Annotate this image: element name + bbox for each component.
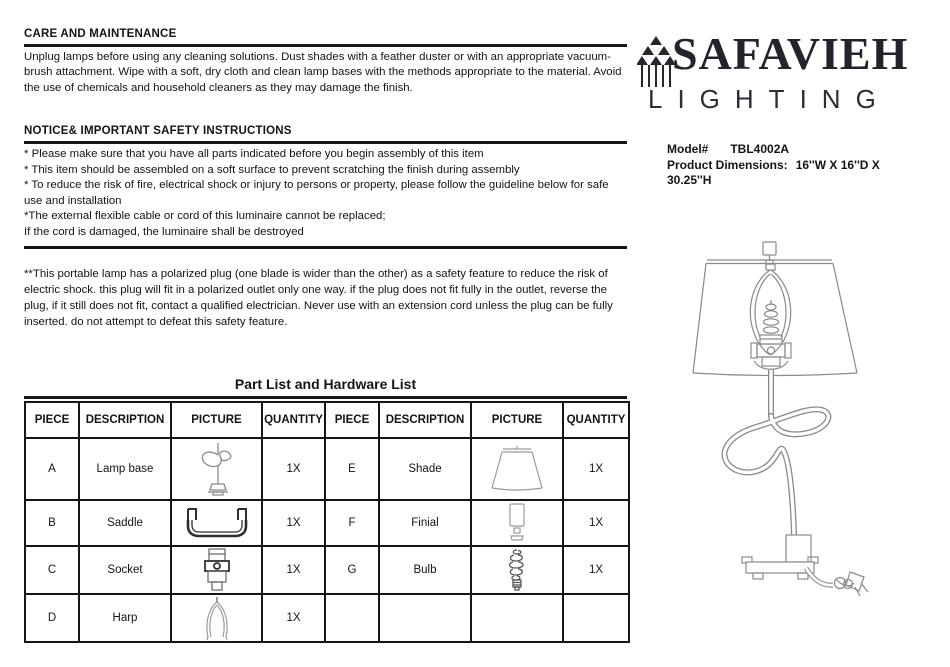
quantity-cell: 1X <box>563 438 629 500</box>
dimensions-line <box>667 158 907 189</box>
picture-cell <box>471 500 563 546</box>
piece-cell: F <box>325 500 379 546</box>
table-header-row <box>25 402 629 438</box>
piece-cell: D <box>25 594 79 642</box>
quantity-cell: 1X <box>262 546 325 594</box>
model-number: TBL4002A <box>730 142 790 156</box>
piece-cell-empty <box>325 594 379 642</box>
notice-line: If the cord is damaged, the luminaire shall be destroyed <box>24 225 304 238</box>
section-divider <box>24 246 627 249</box>
quantity-cell: 1X <box>262 438 325 500</box>
description-cell-empty <box>379 594 471 642</box>
col-header-description: DESCRIPTION <box>379 402 471 438</box>
col-header-picture: PICTURE <box>171 402 262 438</box>
main-content-column <box>24 28 627 643</box>
harp-icon <box>203 595 231 641</box>
picture-cell <box>171 546 262 594</box>
product-info <box>667 142 907 189</box>
notice-lines <box>24 147 627 240</box>
quantity-cell: 1X <box>563 500 629 546</box>
table-row <box>25 438 629 500</box>
dimensions-label: Product Dimensions: <box>667 157 788 172</box>
table-row <box>25 594 629 642</box>
picture-cell <box>471 546 563 594</box>
col-header-quantity: QUANTITY <box>262 402 325 438</box>
polarized-plug-warning: **This portable lamp has a polarized plug (one blade is wider than the other) as a safety feature to reduce the risk of electric shock. this plug will fit in a polarized outlet only one way. if the plug does not fit fully in the outlet, reverse the plug, if it still does not fit, contact a qualified electrician. Never use with an extension cord unless the plug can be fully inserted. do not attempt to defeat this safety feature. <box>24 268 613 329</box>
lamp-base-icon <box>194 440 240 498</box>
piece-cell: B <box>25 500 79 546</box>
piece-cell: C <box>25 546 79 594</box>
table-top-rule <box>24 396 627 399</box>
description-cell: Socket <box>79 546 171 594</box>
quantity-cell-empty <box>563 594 629 642</box>
care-body-text: Unplug lamps before using any cleaning solutions. Dust shades with a feather duster or with an appropriate vacuum-brush attachment. Wipe with a soft, dry cloth and clean lamp bases with the methods appropriate to the material. Avoid the use of chemicals and household cleaners as they may damage the finish. <box>24 51 622 94</box>
description-cell: Saddle <box>79 500 171 546</box>
col-header-quantity: QUANTITY <box>563 402 629 438</box>
picture-cell <box>471 438 563 500</box>
description-cell: Lamp base <box>79 438 171 500</box>
saddle-icon <box>181 506 253 540</box>
description-cell: Bulb <box>379 546 471 594</box>
parts-table <box>24 401 630 643</box>
parts-table-title: Part List and Hardware List <box>234 376 417 393</box>
brand-name: SAFAVIEH <box>672 28 909 79</box>
picture-cell-empty <box>471 594 563 642</box>
brand-division: LIGHTING <box>648 84 891 114</box>
quantity-cell: 1X <box>262 594 325 642</box>
piece-cell: G <box>325 546 379 594</box>
picture-cell <box>171 594 262 642</box>
notice-line: * Please make sure that you have all parts indicated before you begin assembly of this item <box>24 148 484 161</box>
piece-cell: E <box>325 438 379 500</box>
col-header-picture: PICTURE <box>471 402 563 438</box>
notice-line: * To reduce the risk of fire, electrical shock or injury to persons or property, please follow the guideline below for safe use and installation <box>24 179 609 207</box>
dimensions-value: 16''W X 16''D X 30.25''H <box>667 157 880 187</box>
picture-cell <box>171 500 262 546</box>
table-lamp-line-drawing <box>690 236 910 598</box>
section-divider <box>24 141 627 144</box>
model-line <box>667 142 907 158</box>
care-heading: CARE AND MAINTENANCE <box>24 28 177 40</box>
picture-cell <box>171 438 262 500</box>
shade-icon <box>487 444 547 494</box>
notice-section <box>24 125 627 249</box>
finial-icon <box>505 502 529 544</box>
col-header-description: DESCRIPTION <box>79 402 171 438</box>
piece-cell: A <box>25 438 79 500</box>
section-divider <box>24 44 627 47</box>
col-header-piece: PIECE <box>25 402 79 438</box>
description-cell: Finial <box>379 500 471 546</box>
cfl-bulb-icon <box>504 547 530 593</box>
description-cell: Shade <box>379 438 471 500</box>
socket-icon <box>201 547 233 593</box>
table-row <box>25 546 629 594</box>
description-cell: Harp <box>79 594 171 642</box>
quantity-cell: 1X <box>563 546 629 594</box>
notice-line: *The external flexible cable or cord of this luminaire cannot be replaced; <box>24 210 386 223</box>
model-label: Model# <box>667 142 709 156</box>
col-header-piece: PIECE <box>325 402 379 438</box>
quantity-cell: 1X <box>262 500 325 546</box>
notice-heading: NOTICE& IMPORTANT SAFETY INSTRUCTIONS <box>24 125 292 138</box>
notice-line: * This item should be assembled on a soft surface to prevent scratching the finish during assembly <box>24 163 520 176</box>
table-row <box>25 500 629 546</box>
